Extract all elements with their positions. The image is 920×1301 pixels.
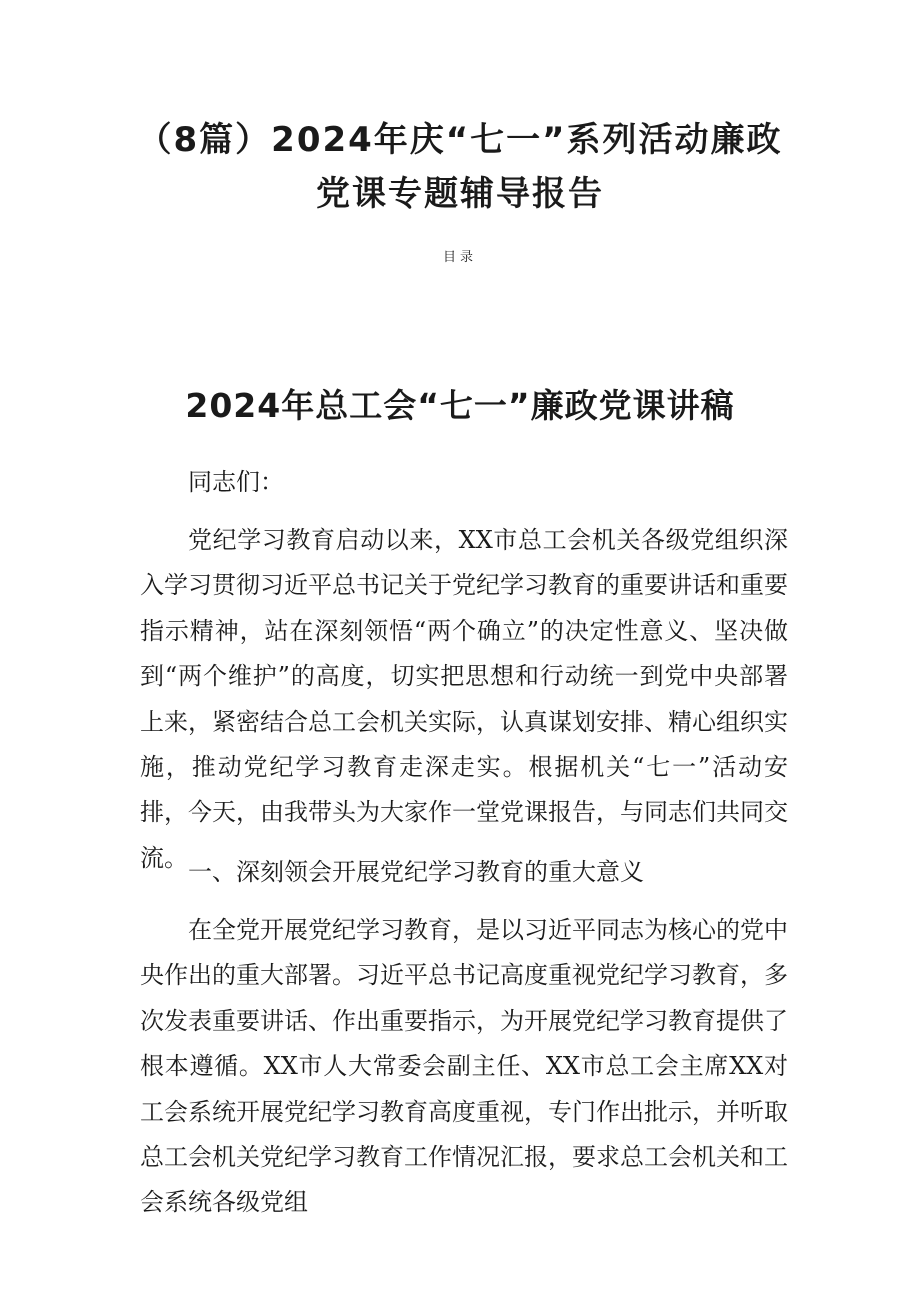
paragraph-1: 党纪学习教育启动以来，XX市总工会机关各级党组织深入学习贯彻习近平总书记关于党纪学习教育的重要讲话和重要指示精神，站在深刻领悟“两个确立”的决定性意义、坚决做到“两个维护”的高度，切实把思想和行动统一到党中央部署上来，紧密结合总工会机关实际，认真谋划安排、精心组织实施，推动党纪学习教育走深走实。根据机关“七一”活动安排，今天，由我带头为大家作一堂党课报告，与同志们共同交流。 <box>140 526 788 872</box>
heading-1: 一、深刻领会开展党纪学习教育的重大意义 <box>188 858 644 886</box>
toc-label: 目录 <box>442 250 477 265</box>
greeting: 同志们： <box>188 468 284 496</box>
document-title-line-2: 党课专题辅导报告 <box>316 174 604 214</box>
section-title: 2024年总工会“七一”廉政党课讲稿 <box>185 386 735 425</box>
document-title-line-1: （8篇）2024年庆“七一”系列活动廉政 <box>137 120 783 160</box>
paragraph-2: 在全党开展党纪学习教育，是以习近平同志为核心的党中央作出的重大部署。习近平总书记高度重视党纪学习教育，多次发表重要讲话、作出重要指示，为开展党纪学习教育提供了根本遵循。XX市人大常委会副主任、XX市总工会主席XX对工会系统开展党纪学习教育高度重视，专门作出批示，并听取总工会机关党纪学习教育工作情况汇报，要求总工会机关和工会系统各级党组 <box>140 916 788 1217</box>
